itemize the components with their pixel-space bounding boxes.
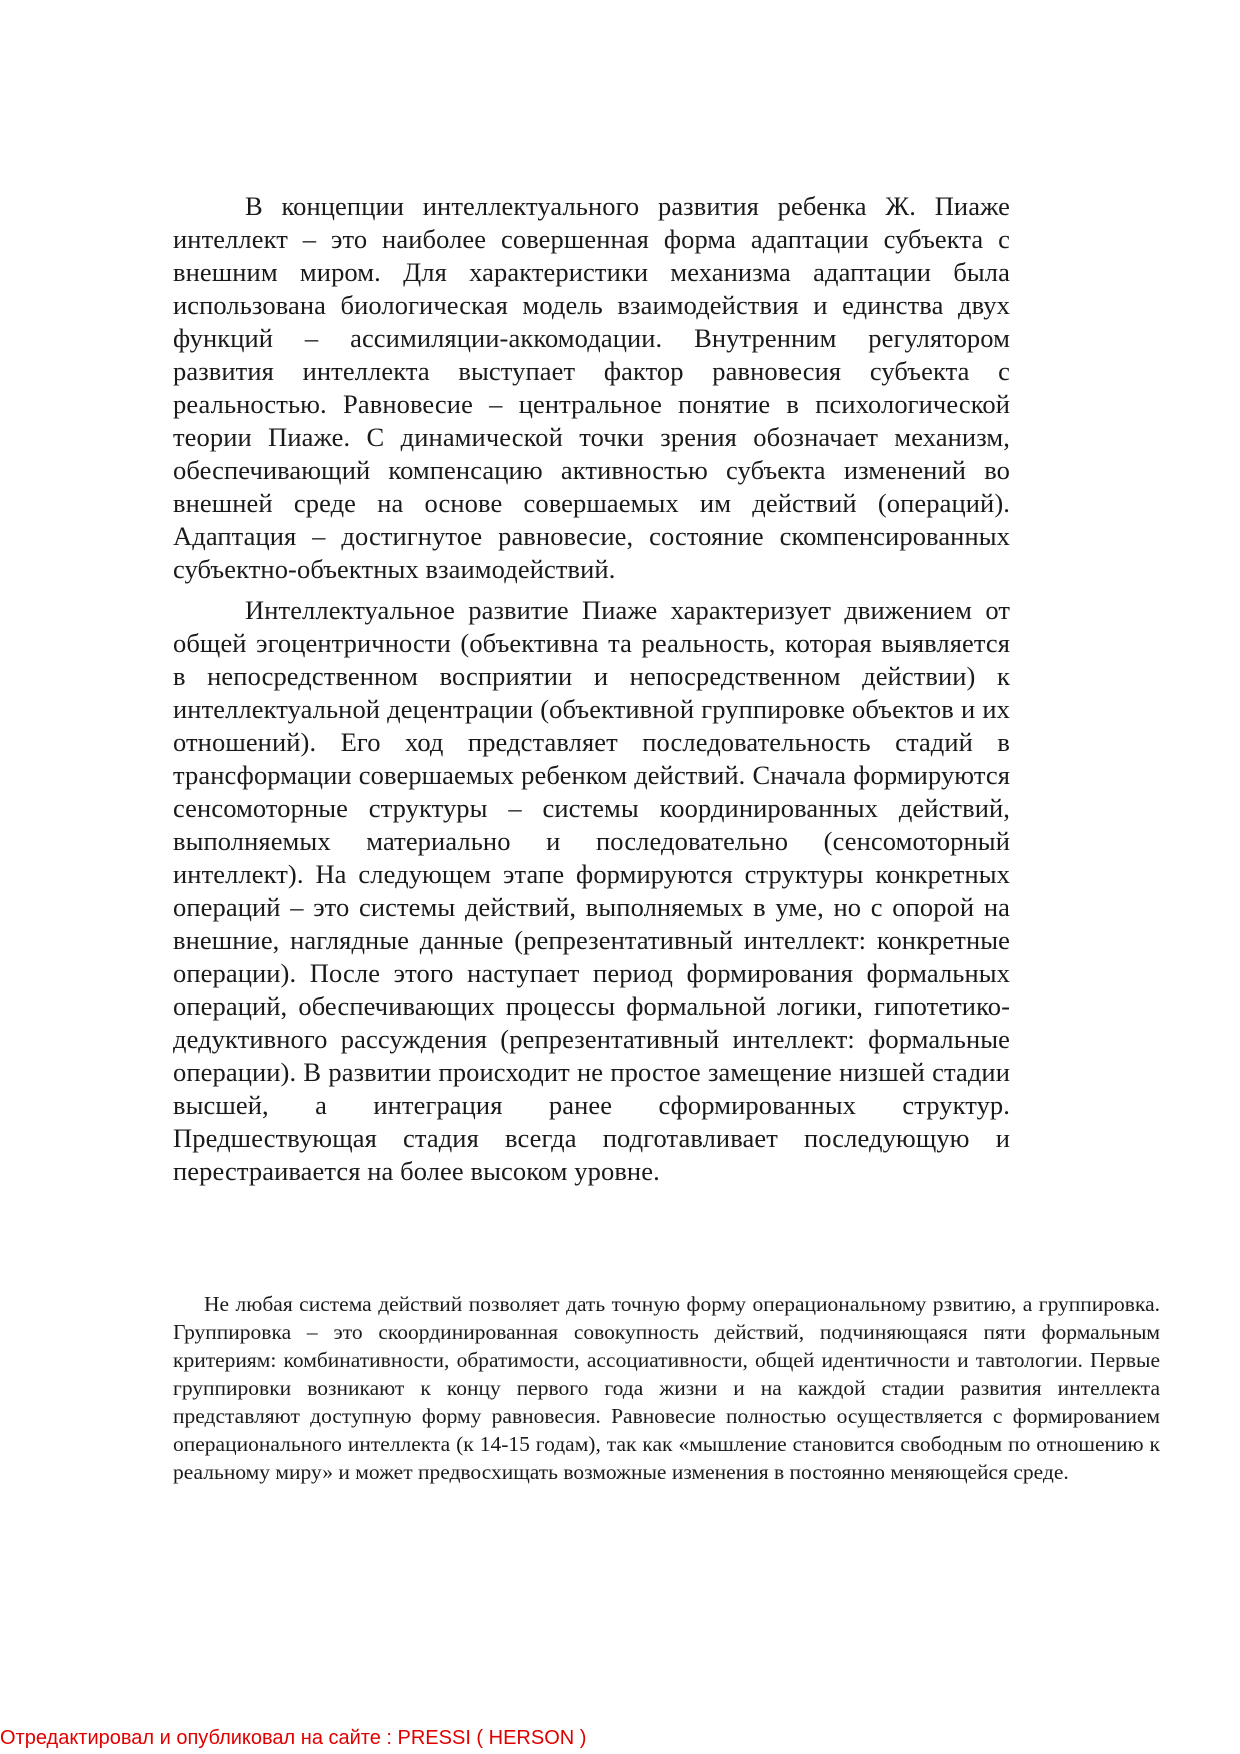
paragraph-1: В концепции интеллектуального развития ребенка Ж. Пиаже интеллект – это наиболее совершенная форма адаптации субъекта с внешним миром. Для характеристики механизма адаптации была использована биологическая модель взаимодействия и единства двух функций – ассимиляции-аккомодации. Внутренним регулятором развития интеллекта выступает фактор равновесия субъекта с реальностью. Равновесие – центральное понятие в психологической теории Пиаже. С динамической точки зрения обозначает механизм, обеспечивающий компенсацию активностью субъекта изменений во внешней среде на основе совершаемых им действий (операций). Адаптация – достигнутое равновесие, состояние скомпенсированных субъектно-объектных взаимодействий. (173, 191, 1010, 584)
publisher-footer: Отредактировал и опубликовал на сайте : PRESSI ( HERSON ) (0, 1727, 587, 1749)
main-text-block (173, 190, 1010, 1196)
paragraph-2: Интеллектуальное развитие Пиаже характеризует движением от общей эгоцентричности (объективна та реальность, которая выявляется в непосредственном восприятии и непосредственном действии) к интеллектуальной децентрации (объективной группировке объектов и их отношений). Его ход представляет последовательность стадий в трансформации совершаемых ребенком действий. Сначала формируются сенсомоторные структуры – системы координированных действий, выполняемых материально и последовательно (сенсомоторный интеллект). На следующем этапе формируются структуры конкретных операций – это системы действий, выполняемых в уме, но с опорой на внешние, наглядные данные (репрезентативный интеллект: конкретные операции). После этого наступает период формирования формальных операций, обеспечивающих процессы формальной логики, гипотетико-дедуктивного рассуждения (репрезентативный интеллект: формальные операции). В развитии происходит не простое замещение низшей стадии высшей, а интеграция ранее сформированных структур. Предшествующая стадия всегда подготавливает последующую и перестраивается на более высоком уровне. (173, 595, 1010, 1186)
note-block (173, 1290, 1160, 1486)
note-paragraph: Не любая система действий позволяет дать точную форму операциональному рзвитию, а группировка. Группировка – это скоординированная совокупность действий, подчиняющаяся пяти формальным критериям: комбинативности, обратимости, ассоциативности, общей идентичности и тавтологии. Первые группировки возникают к концу первого года жизни и на каждой стадии развития интеллекта представляют доступную форму равновесия. Равновесие полностью осуществляется с формированием операционального интеллекта (к 14-15 годам), так как «мышление становится свободным по отношению к реальному миру» и может предвосхищать возможные изменения в постоянно меняющейся среде. (173, 1292, 1160, 1484)
